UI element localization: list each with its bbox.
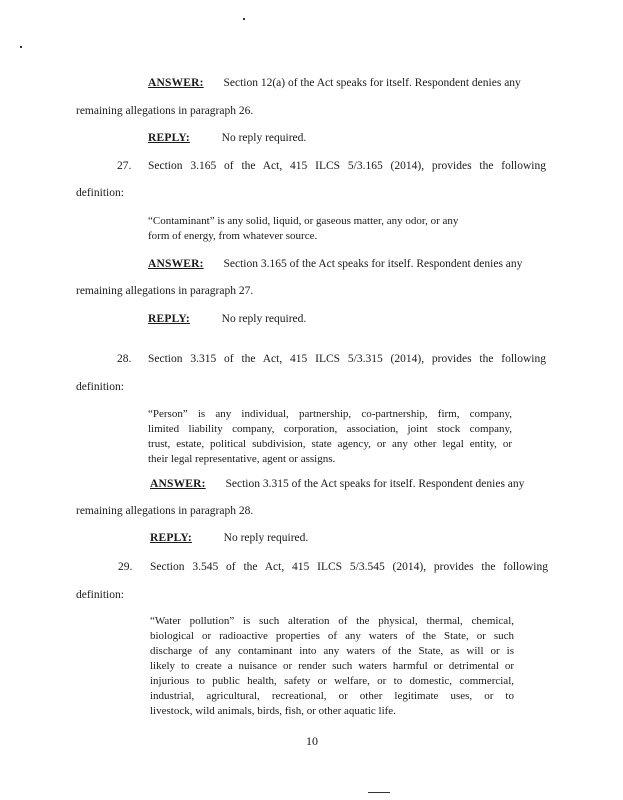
answer-text: Section 3.315 of the Act speaks for itself. Respondent denies any [225,478,525,490]
quote-line: injurious to public health, safety or welfare, or to domestic, commercial, [150,675,514,687]
answer-line [148,76,546,90]
answer-label: ANSWER: [148,258,204,270]
paragraph-number: 28. [117,353,132,365]
reply-text: No reply required. [223,532,309,544]
definition-label: definition: [76,589,124,601]
answer-line [150,477,548,491]
scan-speck [243,18,245,20]
quote-line: “Contaminant” is any solid, liquid, or gaseous matter, any odor, or any [148,215,459,227]
definition-label: definition: [76,381,124,393]
answer-text: Section 3.165 of the Act speaks for itself. Respondent denies any [223,258,523,270]
paragraph-text: Section 3.165 of the Act, 415 ILCS 5/3.165 (2014), provides the following [148,160,546,172]
quote-line: livestock, wild animals, birds, fish, or other aquatic life. [150,705,396,717]
reply-line [148,312,306,326]
answer-label: ANSWER: [148,77,204,89]
reply-text: No reply required. [221,132,307,144]
reply-label: REPLY: [148,313,190,325]
quote-line: biological or radioactive properties of any waters of the State, or such [150,630,514,642]
quote-line: “Person” is any individual, partnership, co-partnership, firm, company, [148,408,512,420]
quote-line: their legal representative, agent or assigns. [148,453,336,465]
reply-line [150,531,308,545]
quote-line: industrial, agricultural, recreational, or other legitimate uses, or to [150,690,514,702]
paragraph-number: 29. [118,561,133,573]
scan-speck [368,792,390,793]
answer-continuation: remaining allegations in paragraph 26. [76,105,254,117]
paragraph-text: Section 3.545 of the Act, 415 ILCS 5/3.545 (2014), provides the following [150,561,548,573]
quote-line: trust, estate, political subdivision, state agency, or any other legal entity, or [148,438,512,450]
quote-line: likely to create a nuisance or render such waters harmful or detrimental or [150,660,514,672]
quote-line: limited liability company, corporation, association, joint stock company, [148,423,512,435]
reply-text: No reply required. [221,313,307,325]
paragraph-text: Section 3.315 of the Act, 415 ILCS 5/3.315 (2014), provides the following [148,353,546,365]
reply-label: REPLY: [148,132,190,144]
scan-speck [20,46,22,48]
reply-label: REPLY: [150,532,192,544]
definition-label: definition: [76,187,124,199]
answer-line [148,257,546,271]
answer-text: Section 12(a) of the Act speaks for itself. Respondent denies any [223,77,521,89]
answer-label: ANSWER: [150,478,206,490]
quote-line: discharge of any contaminant into any waters of the State, as will or is [150,645,514,657]
page-number: 10 [306,734,318,748]
reply-line [148,131,306,145]
quote-line: form of energy, from whatever source. [148,230,318,242]
paragraph-number: 27. [117,160,132,172]
answer-continuation: remaining allegations in paragraph 27. [76,285,254,297]
quote-line: “Water pollution” is such alteration of the physical, thermal, chemical, [150,615,514,627]
answer-continuation: remaining allegations in paragraph 28. [76,505,254,517]
